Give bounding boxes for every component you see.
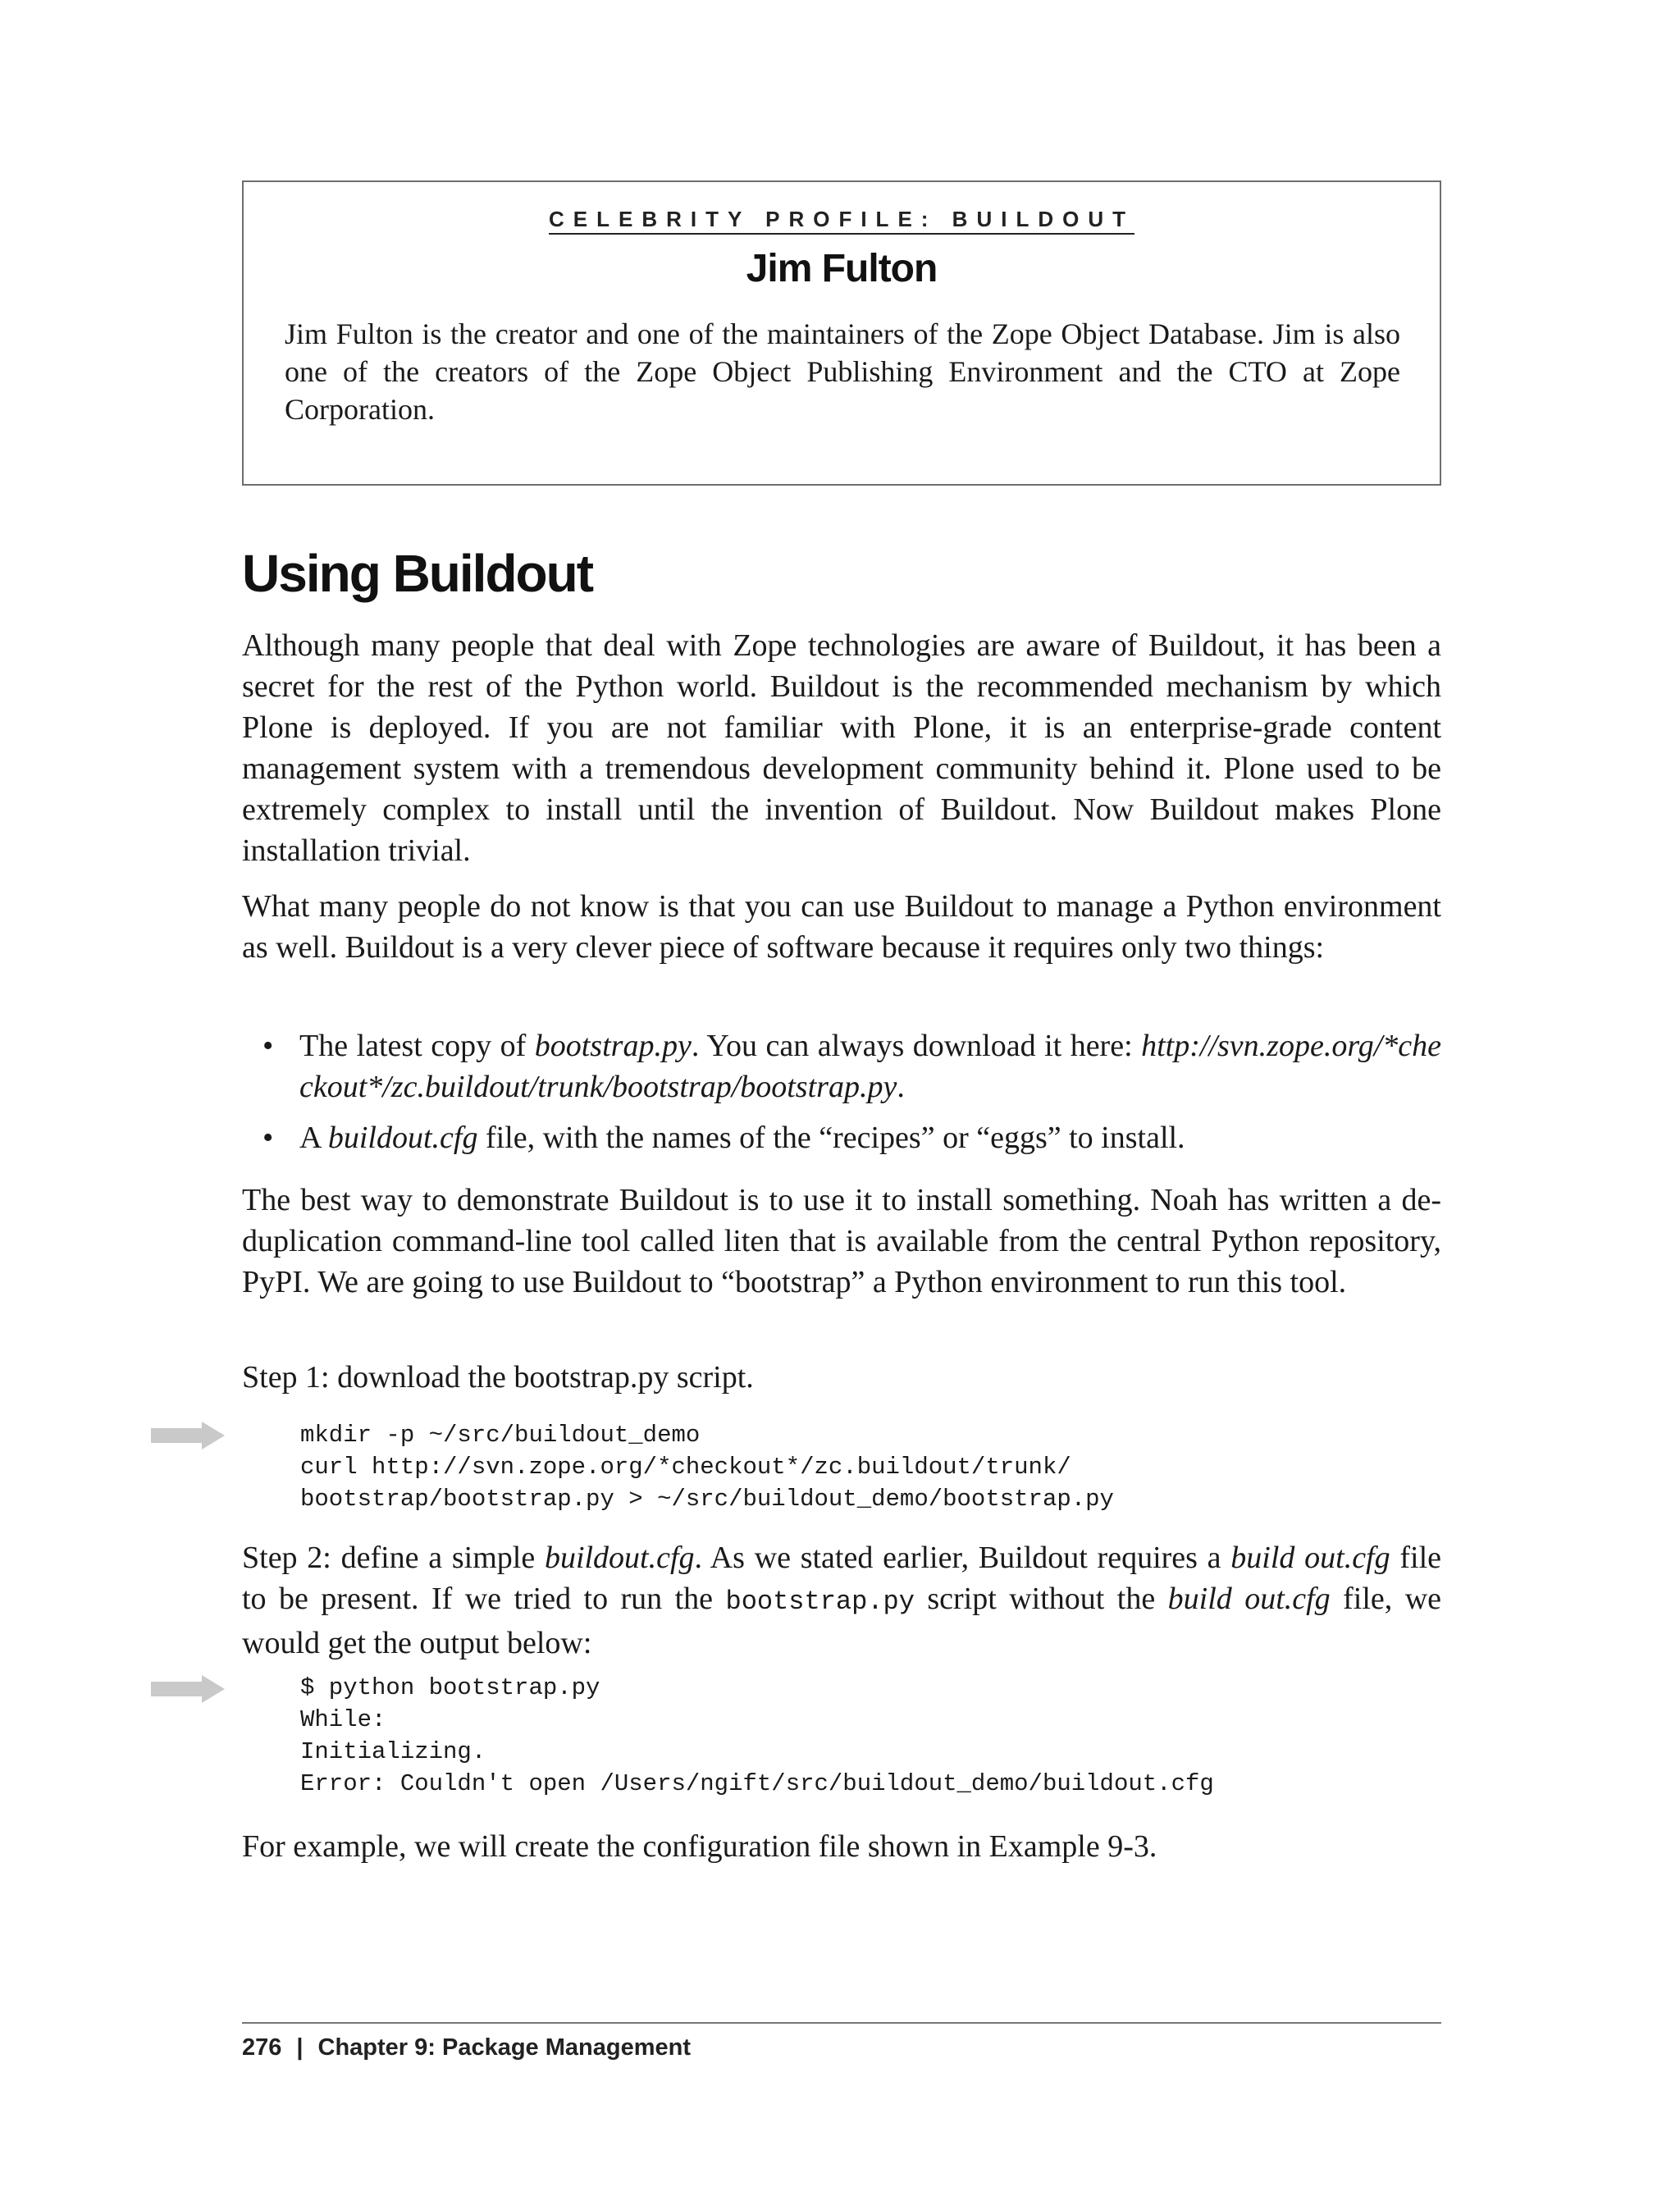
paragraph-environment: What many people do not know is that you can use Buildout to manage a Python environment as well. Buildout is a very clever piece of software because it requires only two things: [242, 889, 1441, 965]
profile-name: Jim Fulton [746, 247, 938, 290]
footer-divider [242, 2022, 1441, 2024]
inline-code: bootstrap.py [725, 1586, 915, 1617]
page-footer [242, 2034, 691, 2061]
requirements-list [242, 1025, 1441, 1168]
page-number: 276 [242, 2034, 282, 2061]
filename: buildout.cfg [327, 1121, 478, 1155]
download-link[interactable]: http://svn.zope.org/*checkout*/zc.buildout/trunk/bootstrap/bootstrap.py [299, 1029, 1441, 1104]
paragraph-example: For example, we will create the configuration file shown in Example 9-3. [242, 1829, 1157, 1864]
section-title: Using Buildout [242, 544, 593, 603]
paragraph-intro: Although many people that deal with Zope technologies are aware of Buildout, it has been a secret for the rest of the Python world. Buildout is the recommended mechanism by which Plone is deployed. If you are not familiar with Plone, it is an enterprise-grade content management system with a tremendous development community behind it. Plone used to be extremely complex to install until the invention of Buildout. Now Buildout makes Plone installation trivial. [242, 628, 1441, 868]
list-item: • The latest copy of bootstrap.py. You can always download it here: http://svn.zope.org/*checkout*/zc.buildout/trunk/bootstrap/bootstrap.py. [242, 1025, 1441, 1107]
code-block-output: $ python bootstrap.py While: Initializing. Error: Couldn't open /Users/ngift/src/buildout_demo/buildout.cfg [300, 1674, 1214, 1797]
chapter-title: Chapter 9: Package Management [317, 2034, 691, 2061]
code-block-download: mkdir -p ~/src/buildout_demo curl http://svn.zope.org/*checkout*/zc.buildout/trunk/ bootstrap/bootstrap.py > ~/src/buildout_demo/bootstrap.py [300, 1422, 1114, 1513]
celebrity-profile-box [242, 180, 1441, 486]
bullet-icon: • [262, 1029, 274, 1063]
arrow-right-icon [151, 1422, 225, 1449]
paragraph-demonstrate: The best way to demonstrate Buildout is to use it to install something. Noah has written a de-duplication command-line tool called liten that is available from the central Python repository, PyPI. We are going to use Buildout to “bootstrap” a Python environment to run this tool. [242, 1183, 1441, 1299]
footer-separator: | [296, 2034, 304, 2061]
arrow-right-icon [151, 1675, 225, 1703]
bullet-icon: • [262, 1121, 274, 1155]
step-1: Step 1: download the bootstrap.py script. [242, 1360, 754, 1395]
profile-bio: Jim Fulton is the creator and one of the maintainers of the Zope Object Database. Jim is also one of the creators of the Zope Object Publishing Environment and the CTO at Zope Corporation. [285, 317, 1400, 426]
list-item: • A buildout.cfg file, with the names of the “recipes” or “eggs” to install. [242, 1117, 1441, 1158]
filename: bootstrap.py [534, 1029, 692, 1063]
profile-kicker: CELEBRITY PROFILE: BUILDOUT [244, 207, 1440, 232]
step-2: Step 2: define a simple buildout.cfg. As we stated earlier, Buildout requires a build out.cfg file to be present. If we tried to run the bootstrap.py script without the build out.cfg file, we would get the output below: [242, 1541, 1442, 1660]
